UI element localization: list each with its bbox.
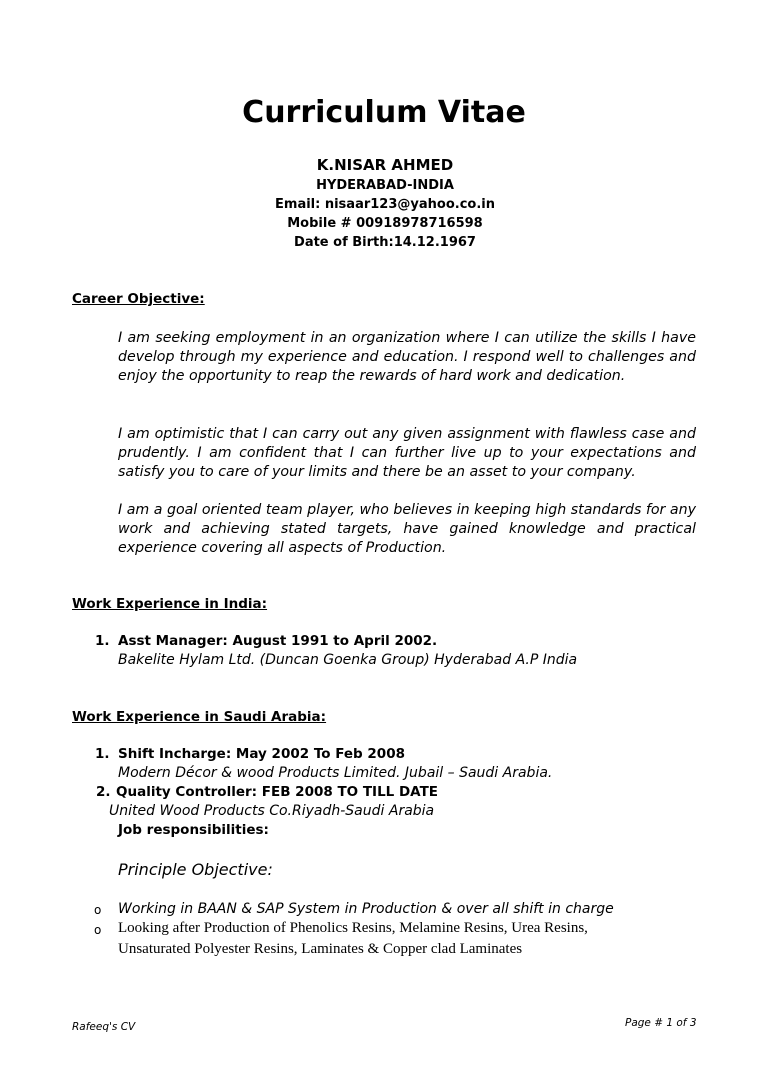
job-title: Shift Incharge: May 2002 To Feb 2008 [118, 746, 405, 762]
responsibility-item: Looking after Production of Phenolics Resins, Melamine Resins, Urea Resins, [118, 920, 588, 936]
principle-objective-label: Principle Objective: [118, 860, 273, 879]
candidate-location: HYDERABAD-INDIA [316, 178, 454, 193]
bullet-icon: o [94, 903, 102, 917]
job-responsibilities-label: Job responsibilities: [118, 822, 269, 838]
candidate-dob: Date of Birth:14.12.1967 [294, 235, 476, 250]
company-name: Bakelite Hylam Ltd. (Duncan Goenka Group) Hyderabad A.P India [118, 652, 578, 668]
page-number: Page # 1 of 3 [625, 1017, 697, 1029]
career-objective-heading: Career Objective: [72, 291, 205, 307]
list-number: 2. [96, 784, 111, 800]
job-title: Asst Manager: August 1991 to April 2002. [118, 633, 438, 649]
career-objective-paragraph: I am optimistic that I can carry out any given assignment with flawless case and prudently. I am confident that I can further live up to your expectations and satisfy you to care of your limits and there be an asset to your company. [118, 426, 696, 480]
candidate-mobile: Mobile # 00918978716598 [287, 216, 483, 231]
work-saudi-heading: Work Experience in Saudi Arabia: [72, 709, 327, 725]
company-name: United Wood Products Co.Riyadh-Saudi Arabia [109, 803, 435, 819]
work-india-heading: Work Experience in India: [72, 596, 268, 612]
footer-left: Rafeeq's CV [72, 1021, 136, 1033]
candidate-email: Email: nisaar123@yahoo.co.in [275, 197, 495, 212]
bullet-icon: o [94, 923, 102, 937]
career-objective-paragraph: I am seeking employment in an organization where I can utilize the skills I have develop through my experience and education. I respond well to challenges and enjoy the opportunity to reap the rewards of hard work and dedication. [118, 330, 696, 384]
company-name: Modern Décor & wood Products Limited. Jubail – Saudi Arabia. [118, 765, 553, 781]
job-title: Quality Controller: FEB 2008 TO TILL DATE [116, 784, 439, 800]
responsibility-item: Working in BAAN & SAP System in Production & over all shift in charge [118, 901, 614, 917]
career-objective-paragraph: I am a goal oriented team player, who believes in keeping high standards for any work and achieving stated targets, have gained knowledge and practical experience covering all aspects of Production. [118, 502, 696, 556]
candidate-name: K.NISAR AHMED [316, 156, 454, 174]
responsibility-item: Unsaturated Polyester Resins, Laminates & Copper clad Laminates [118, 941, 523, 957]
list-number: 1. [95, 746, 110, 762]
list-number: 1. [95, 633, 110, 649]
document-title: Curriculum Vitae [242, 95, 526, 130]
